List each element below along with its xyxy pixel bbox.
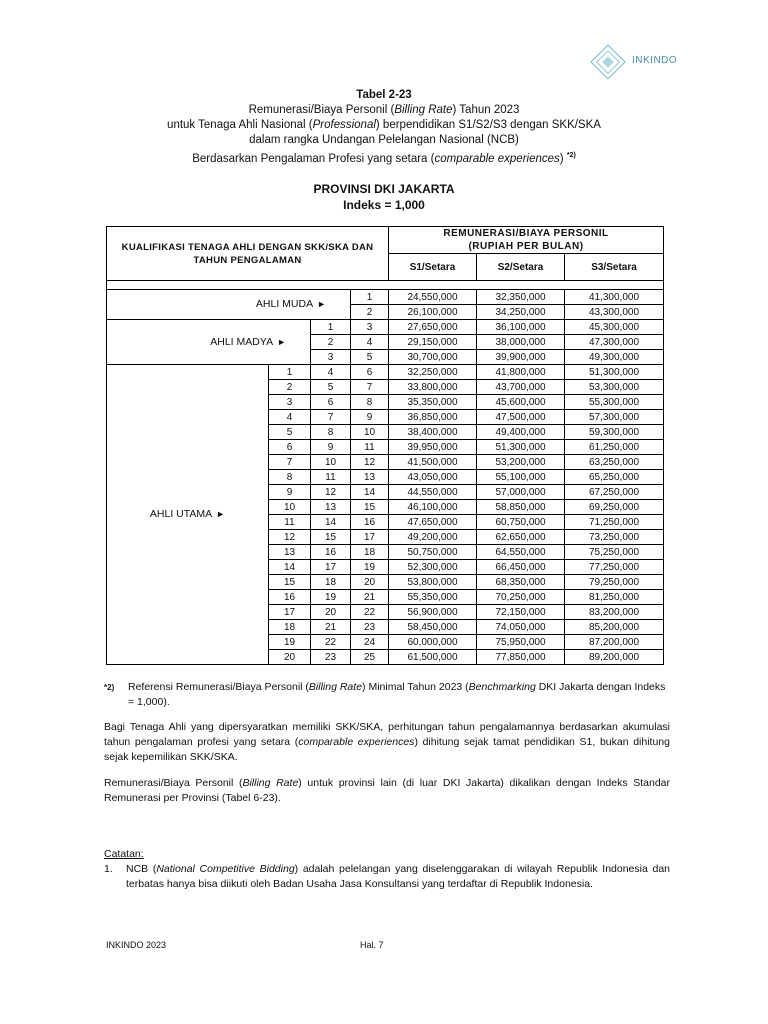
arrow-right-icon: ►: [277, 336, 286, 347]
utama-year-cell: 3: [269, 395, 311, 410]
rate-s2: 64,550,000: [477, 545, 565, 560]
rate-s3: 43,300,000: [565, 305, 664, 320]
rate-s1: 33,800,000: [389, 380, 477, 395]
rate-s2: 38,000,000: [477, 335, 565, 350]
header-remuneration: REMUNERASI/BIAYA PERSONIL (RUPIAH PER BULAN): [389, 227, 664, 254]
rate-s3: 63,250,000: [565, 455, 664, 470]
rate-s1: 26,100,000: [389, 305, 477, 320]
rate-s3: 59,300,000: [565, 425, 664, 440]
utama-year-cell: 16: [269, 590, 311, 605]
table-row: [107, 365, 664, 380]
rate-s2: 74,050,000: [477, 620, 565, 635]
utama-year-cell: 6: [269, 440, 311, 455]
utama-year-cell: 11: [269, 515, 311, 530]
rate-s2: 72,150,000: [477, 605, 565, 620]
rate-s2: 53,200,000: [477, 455, 565, 470]
utama-year-cell: 8: [269, 470, 311, 485]
rate-s1: 50,750,000: [389, 545, 477, 560]
rate-s1: 24,550,000: [389, 290, 477, 305]
year-cell: 23: [351, 620, 389, 635]
arrow-right-icon: ►: [317, 299, 326, 309]
rate-s1: 46,100,000: [389, 500, 477, 515]
rate-s1: 38,400,000: [389, 425, 477, 440]
title-line-2: untuk Tenaga Ahli Nasional (Professional) berpendidikan S1/S2/S3 dengan SKK/SKA: [167, 119, 601, 131]
rate-s3: 77,250,000: [565, 560, 664, 575]
year-cell: 15: [351, 500, 389, 515]
year-cell: 25: [351, 650, 389, 665]
madya-year-cell: 2: [311, 335, 351, 350]
rate-s2: 70,250,000: [477, 590, 565, 605]
rate-s3: 49,300,000: [565, 350, 664, 365]
rate-s1: 29,150,000: [389, 335, 477, 350]
madya-year-cell: 19: [311, 590, 351, 605]
footnote-text: Referensi Remunerasi/Biaya Personil (Billing Rate) Minimal Tahun 2023 (Benchmarking DKI Jakarta dengan Indeks = 1,000).: [128, 681, 666, 708]
rate-s2: 55,100,000: [477, 470, 565, 485]
rate-s1: 43,050,000: [389, 470, 477, 485]
utama-year-cell: 17: [269, 605, 311, 620]
madya-year-cell: 12: [311, 485, 351, 500]
rate-s1: 47,650,000: [389, 515, 477, 530]
rate-s1: 55,350,000: [389, 590, 477, 605]
rate-s2: 45,600,000: [477, 395, 565, 410]
madya-year-cell: 18: [311, 575, 351, 590]
madya-year-cell: 9: [311, 440, 351, 455]
utama-year-cell: 9: [269, 485, 311, 500]
utama-year-cell: 5: [269, 425, 311, 440]
year-cell: 22: [351, 605, 389, 620]
rate-s2: 60,750,000: [477, 515, 565, 530]
rate-s2: 32,350,000: [477, 290, 565, 305]
arrow-right-icon: ►: [216, 509, 226, 519]
paragraph-experience: Bagi Tenaga Ahli yang dipersyaratkan memiliki SKK/SKA, perhitungan tahun pengalamannya berdasarkan akumulasi tahun pengalaman profesi yang setara (comparable experiences) dihitung sejak tamat pendidikan S1, bukan dihitung sejak kepemilikan SKK/SKA.: [104, 721, 670, 763]
madya-year-cell: 15: [311, 530, 351, 545]
rate-s1: 44,550,000: [389, 485, 477, 500]
rate-s2: 49,400,000: [477, 425, 565, 440]
utama-year-cell: 1: [269, 365, 311, 380]
utama-year-cell: 19: [269, 635, 311, 650]
madya-year-cell: 5: [311, 380, 351, 395]
paragraph-province-index: Remunerasi/Biaya Personil (Billing Rate) untuk provinsi lain (di luar DKI Jakarta) dikalikan dengan Indeks Standar Remunerasi per Provinsi (Tabel 6-23).: [104, 777, 670, 804]
year-cell: 14: [351, 485, 389, 500]
madya-year-cell: 22: [311, 635, 351, 650]
year-cell: 12: [351, 455, 389, 470]
year-cell: 18: [351, 545, 389, 560]
rate-s2: 41,800,000: [477, 365, 565, 380]
rate-s3: 53,300,000: [565, 380, 664, 395]
rate-s3: 65,250,000: [565, 470, 664, 485]
footer-page: Hal. 7: [360, 940, 384, 950]
rate-s3: 45,300,000: [565, 320, 664, 335]
label-ahli-madya: AHLI MADYA ►: [107, 320, 311, 365]
rate-s1: 52,300,000: [389, 560, 477, 575]
rate-s3: 79,250,000: [565, 575, 664, 590]
year-cell: 5: [351, 350, 389, 365]
catatan-item: 1. NCB (National Competitive Bidding) adalah pelelangan yang diselenggarakan di wilayah Republik Indonesia dan terbatas hanya bisa diikuti oleh Badan Usaha Jasa Konsultansi yang terdaftar di Republik Indonesia.: [104, 863, 670, 890]
rate-s3: 83,200,000: [565, 605, 664, 620]
rate-s1: 39,950,000: [389, 440, 477, 455]
table-row: [107, 320, 664, 335]
rate-s1: 53,800,000: [389, 575, 477, 590]
billing-rate-table: [106, 226, 664, 665]
rate-s2: 43,700,000: [477, 380, 565, 395]
year-cell: 19: [351, 560, 389, 575]
year-cell: 1: [351, 290, 389, 305]
madya-year-cell: 23: [311, 650, 351, 665]
rate-s3: 89,200,000: [565, 650, 664, 665]
title-line-1: Remunerasi/Biaya Personil (Billing Rate) Tahun 2023: [248, 104, 520, 116]
madya-year-cell: 17: [311, 560, 351, 575]
year-cell: 13: [351, 470, 389, 485]
rate-s2: 36,100,000: [477, 320, 565, 335]
rate-s1: 36,850,000: [389, 410, 477, 425]
rate-s3: 85,200,000: [565, 620, 664, 635]
madya-year-cell: 16: [311, 545, 351, 560]
header-s1: S1/Setara: [389, 254, 477, 281]
rate-s1: 49,200,000: [389, 530, 477, 545]
year-cell: 8: [351, 395, 389, 410]
utama-year-cell: 12: [269, 530, 311, 545]
header-qualification: KUALIFIKASI TENAGA AHLI DENGAN SKK/SKA DAN TAHUN PENGALAMAN: [107, 227, 389, 281]
title-line-3: dalam rangka Undangan Pelelangan Nasional (NCB): [249, 134, 519, 146]
rate-s1: 35,350,000: [389, 395, 477, 410]
rate-s2: 77,850,000: [477, 650, 565, 665]
spacer: [107, 281, 664, 290]
year-cell: 6: [351, 365, 389, 380]
rate-s3: 41,300,000: [565, 290, 664, 305]
rate-s2: 66,450,000: [477, 560, 565, 575]
rate-s1: 56,900,000: [389, 605, 477, 620]
year-cell: 3: [351, 320, 389, 335]
year-cell: 2: [351, 305, 389, 320]
province-heading: [0, 181, 768, 213]
year-cell: 16: [351, 515, 389, 530]
rate-s2: 57,000,000: [477, 485, 565, 500]
province-name: PROVINSI DKI JAKARTA: [313, 182, 455, 196]
madya-year-cell: 11: [311, 470, 351, 485]
title-block: [0, 88, 768, 167]
year-cell: 20: [351, 575, 389, 590]
title-line-4: Berdasarkan Pengalaman Profesi yang setara (comparable experiences) $^{*2)}$: [192, 152, 576, 165]
table-number: Tabel 2-23: [356, 89, 412, 101]
rate-s2: 47,500,000: [477, 410, 565, 425]
rate-s1: 58,450,000: [389, 620, 477, 635]
utama-year-cell: 2: [269, 380, 311, 395]
utama-year-cell: 10: [269, 500, 311, 515]
utama-year-cell: 20: [269, 650, 311, 665]
year-cell: 7: [351, 380, 389, 395]
rate-s2: 62,650,000: [477, 530, 565, 545]
label-ahli-utama: AHLI UTAMA ►: [107, 365, 269, 665]
catatan-heading: Catatan:: [104, 848, 144, 860]
rate-s2: 34,250,000: [477, 305, 565, 320]
rate-s1: 30,700,000: [389, 350, 477, 365]
logo-text: INKINDO: [632, 55, 678, 66]
rate-s1: 60,000,000: [389, 635, 477, 650]
rate-s3: 81,250,000: [565, 590, 664, 605]
madya-year-cell: 1: [311, 320, 351, 335]
rate-s2: 39,900,000: [477, 350, 565, 365]
madya-year-cell: 8: [311, 425, 351, 440]
year-cell: 21: [351, 590, 389, 605]
rate-s3: 51,300,000: [565, 365, 664, 380]
year-cell: 24: [351, 635, 389, 650]
rate-s3: 69,250,000: [565, 500, 664, 515]
province-index: Indeks = 1,000: [343, 198, 425, 212]
utama-year-cell: 13: [269, 545, 311, 560]
rate-s1: 32,250,000: [389, 365, 477, 380]
header-s2: S2/Setara: [477, 254, 565, 281]
utama-year-cell: 15: [269, 575, 311, 590]
utama-year-cell: 18: [269, 620, 311, 635]
rate-s2: 58,850,000: [477, 500, 565, 515]
header-s3: S3/Setara: [565, 254, 664, 281]
rate-s3: 57,300,000: [565, 410, 664, 425]
footer-org: INKINDO 2023: [106, 940, 167, 950]
rate-s2: 51,300,000: [477, 440, 565, 455]
madya-year-cell: 14: [311, 515, 351, 530]
year-cell: 4: [351, 335, 389, 350]
madya-year-cell: 7: [311, 410, 351, 425]
year-cell: 11: [351, 440, 389, 455]
rate-s3: 61,250,000: [565, 440, 664, 455]
year-cell: 17: [351, 530, 389, 545]
utama-year-cell: 7: [269, 455, 311, 470]
rate-s3: 73,250,000: [565, 530, 664, 545]
rate-s3: 87,200,000: [565, 635, 664, 650]
madya-year-cell: 6: [311, 395, 351, 410]
footnote: [104, 680, 670, 710]
rate-s3: 55,300,000: [565, 395, 664, 410]
rate-s3: 47,300,000: [565, 335, 664, 350]
rate-s1: 41,500,000: [389, 455, 477, 470]
rate-s3: 67,250,000: [565, 485, 664, 500]
utama-year-cell: 4: [269, 410, 311, 425]
catatan: [104, 847, 670, 892]
madya-year-cell: 10: [311, 455, 351, 470]
year-cell: 9: [351, 410, 389, 425]
madya-year-cell: 21: [311, 620, 351, 635]
rate-s3: 75,250,000: [565, 545, 664, 560]
rate-s1: 27,650,000: [389, 320, 477, 335]
utama-year-cell: 14: [269, 560, 311, 575]
madya-year-cell: 13: [311, 500, 351, 515]
table-row: [107, 290, 664, 305]
madya-year-cell: 3: [311, 350, 351, 365]
rate-s2: 75,950,000: [477, 635, 565, 650]
label-ahli-muda: AHLI MUDA ►: [107, 290, 351, 320]
footnote-mark: *2): [104, 683, 115, 692]
madya-year-cell: 4: [311, 365, 351, 380]
rate-s3: 71,250,000: [565, 515, 664, 530]
year-cell: 10: [351, 425, 389, 440]
rate-s2: 68,350,000: [477, 575, 565, 590]
rate-s1: 61,500,000: [389, 650, 477, 665]
madya-year-cell: 20: [311, 605, 351, 620]
